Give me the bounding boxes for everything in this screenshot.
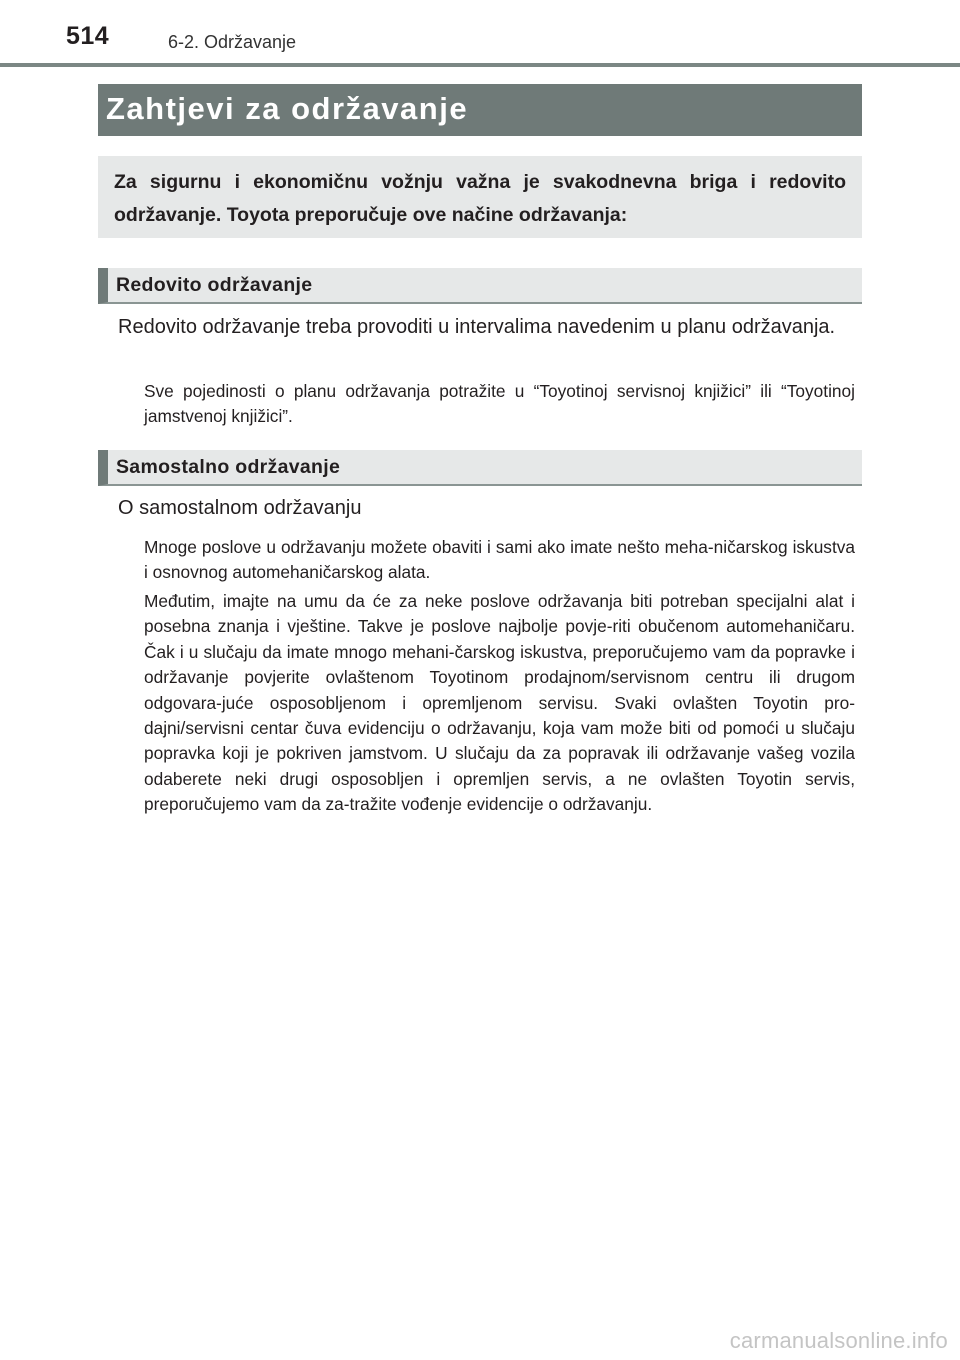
header-rule (0, 63, 960, 67)
subheading-regular-maintenance: Redovito održavanje (98, 268, 862, 304)
section-label: 6-2. Održavanje (168, 32, 297, 52)
page-number: 514 (66, 22, 110, 50)
note-self-maintenance-2: Međutim, imajte na umu da će za neke poslove održavanja biti potreban specijalni alat i posebna znanja i vještine. Takve je poslove najbolje povje-riti obučenom automehaničaru. Čak i u slučaju da imate mnogo mehani-čarskog iskustva, preporučujemo vam da popravke i održavanje povjerite ovlaštenom Toyotinom prodajnom/servisnom centru ili drugom odgovara-juće osposobljenom i opremljenom servisu. Svaki ovlašten Toyotin pro-dajni/servisni centar čuva evidenciju o održavanju, koja vam može biti od pomoći u slučaju popravka koji je pokriven jamstvom. U slučaju da za popravak ili održavanje vašeg vozila odaberete neki drugi osposobljen i opremljen servis, a ne ovlašten Toyotin servis, preporučujemo vam da za-tražite vođenje evidencije o održavanju. (144, 591, 855, 815)
watermark: carmanualsonline.info (729, 1328, 948, 1353)
paragraph-self-maintenance: O samostalnom održavanju (118, 497, 362, 519)
page-title-bar (98, 84, 862, 136)
intro-box: Za sigurnu i ekonomičnu vožnju važna je svakodnevna briga i redovito održavanje. Toyota preporučuje ove načine održavanja: (98, 156, 862, 238)
note-self-maintenance-1: Mnoge poslove u održavanju možete obaviti i sami ako imate nešto meha-ničarskog iskustva i osnovnog automehaničarskog alata. (144, 537, 855, 583)
note-maintenance-plan: Sve pojedinosti o planu održavanja potražite u “Toyotinoj servisnoj knjižici” ili “Toyotinoj jamstvenoj knjižici”. (144, 381, 855, 427)
page-title: Zahtjevi za održavanje (106, 91, 469, 126)
paragraph-regular-maintenance: Redovito održavanje treba provoditi u intervalima navedenim u planu održavanja. (118, 316, 836, 338)
subheading-self-maintenance: Samostalno održavanje (98, 450, 862, 486)
